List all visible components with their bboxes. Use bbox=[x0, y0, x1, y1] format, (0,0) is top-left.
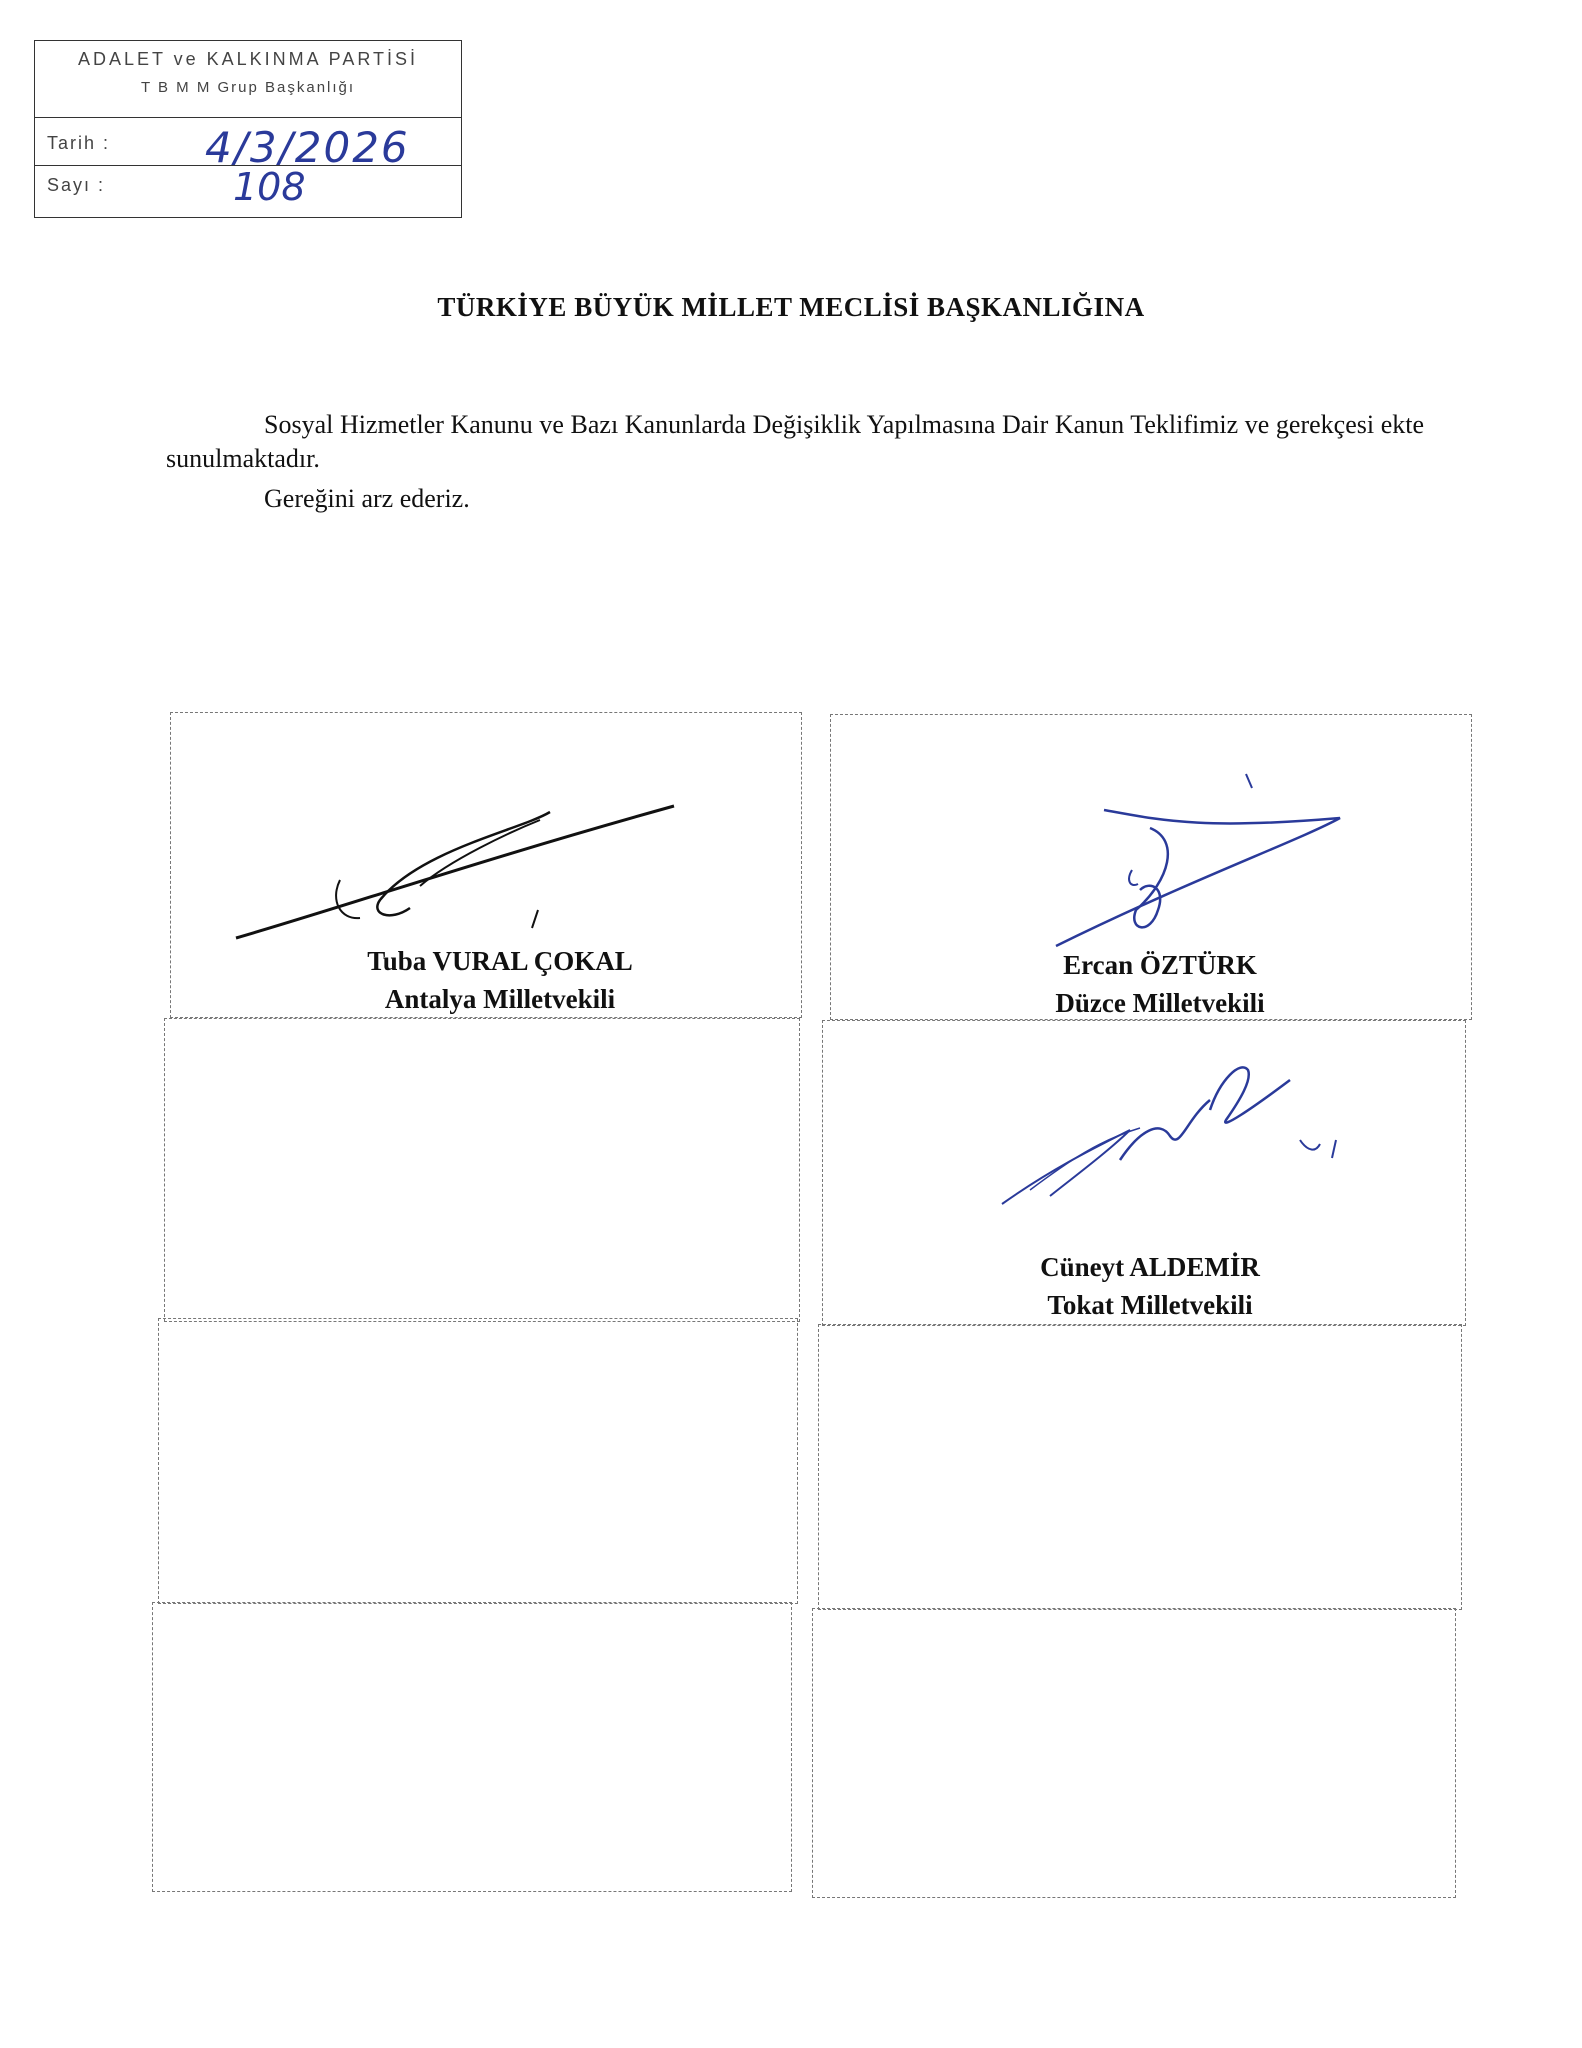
signature-cell bbox=[812, 1608, 1456, 1898]
signature-2-icon bbox=[1040, 760, 1360, 960]
closing-line: Gereğini arz ederiz. bbox=[264, 484, 470, 513]
signature-cell bbox=[152, 1602, 792, 1892]
stamp-tarih-value: 4/3/2026 bbox=[205, 123, 410, 172]
signatory-1 bbox=[270, 942, 730, 1018]
body-paragraph: Sosyal Hizmetler Kanunu ve Bazı Kanunlarda Değişiklik Yapılmasına Dair Kanun Teklifimiz ve gerekçesi ekte sunulmaktadır. bbox=[166, 410, 1424, 473]
document-heading: TÜRKİYE BÜYÜK MİLLET MECLİSİ BAŞKANLIĞINA bbox=[437, 292, 1145, 322]
signature-cell bbox=[158, 1318, 798, 1604]
stamp-sayi-label: Sayı : bbox=[47, 175, 106, 195]
registry-stamp bbox=[34, 40, 462, 218]
signature-cell bbox=[818, 1324, 1462, 1610]
signatory-title: Antalya Milletvekili bbox=[384, 984, 616, 1014]
stamp-party: ADALET ve KALKINMA PARTİSİ bbox=[77, 49, 419, 69]
signature-cell bbox=[164, 1018, 800, 1322]
signatory-title: Tokat Milletvekili bbox=[1047, 1290, 1253, 1320]
signatory-3 bbox=[930, 1248, 1370, 1324]
signatory-2 bbox=[950, 946, 1370, 1022]
signatory-name: Cüneyt ALDEMİR bbox=[1040, 1252, 1260, 1282]
stamp-divider bbox=[35, 117, 461, 118]
signatory-name: Tuba VURAL ÇOKAL bbox=[367, 946, 633, 976]
stamp-sayi-value: 108 bbox=[233, 165, 306, 209]
signatory-title: Düzce Milletvekili bbox=[1055, 988, 1265, 1018]
signature-3-icon bbox=[990, 1040, 1370, 1220]
signature-1-icon bbox=[220, 790, 700, 950]
stamp-office: T B M M Grup Başkanlığı bbox=[140, 79, 356, 96]
stamp-tarih-label: Tarih : bbox=[47, 133, 111, 153]
signatory-name: Ercan ÖZTÜRK bbox=[1063, 950, 1257, 980]
